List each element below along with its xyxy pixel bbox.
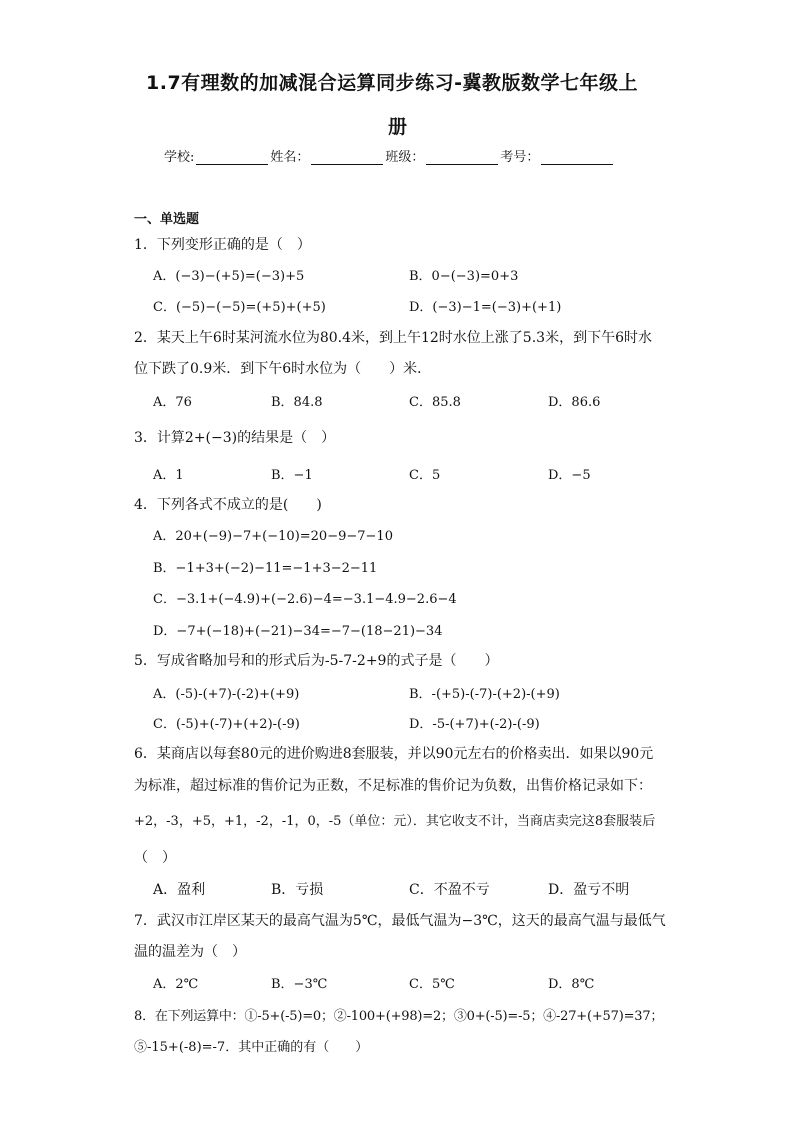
question-3-option-a: A．1 <box>153 468 184 483</box>
question-7-option-a: A．2℃ <box>153 977 199 992</box>
question-8-line1: 8．在下列运算中：①-5+(-5)=0；②-100+(+98)=2；③0+(-5)=-5；④-27+(+57)=37； <box>134 1009 664 1024</box>
question-1-stem: 1．下列变形正确的是（ ） <box>134 237 311 253</box>
question-3-option-b: B．−1 <box>271 468 313 483</box>
school-label: 学校: <box>164 150 195 165</box>
question-4-stem: 4．下列各式不成立的是( ) <box>134 497 322 513</box>
question-5-option-a: A．(-5)-(+7)-(-2)+(+9) <box>153 687 300 702</box>
exam-no-label: 考号： <box>500 150 540 165</box>
question-2-line2: 位下跌了0.9米．到下午6时水位为（ ）米． <box>134 361 432 377</box>
question-8-line2: ⑤-15+(-8)=-7．其中正确的有（ ） <box>134 1040 369 1055</box>
page-title-line2: 册 <box>388 116 408 138</box>
question-4-option-c: C．−3.1+(−4.9)+(−2.6)−4=−3.1−4.9−2.6−4 <box>153 592 457 607</box>
question-4-option-b: B．−1+3+(−2)−11=−1+3−2−11 <box>153 561 378 576</box>
exam-no-blank[interactable] <box>541 150 613 165</box>
question-1-option-c: C．(−5)−(−5)=(+5)+(+5) <box>153 300 326 315</box>
question-6-line2: 为标准，超过标准的售价记为正数，不足标准的售价记为负数，出售价格记录如下： <box>134 778 652 794</box>
question-7-option-d: D．8℃ <box>548 977 595 992</box>
page-title-line1: 1.7有理数的加减混合运算同步练习-冀教版数学七年级上 <box>146 72 639 94</box>
question-3-stem: 3．计算2+(−3)的结果是（ ） <box>134 430 336 446</box>
section-heading: 一、单选题 <box>134 212 200 227</box>
question-5-option-d: D．-5-(+7)+(-2)-(-9) <box>409 717 540 732</box>
question-3-option-c: C．5 <box>409 468 441 483</box>
question-7-option-c: C．5℃ <box>409 977 455 992</box>
question-1-option-d: D．(−3)−1=(−3)+(+1) <box>409 300 562 315</box>
question-1-option-a: A．(−3)−(+5)=(−3)+5 <box>153 269 305 284</box>
question-4-option-d: D．−7+(−18)+(−21)−34=−7−(18−21)−34 <box>153 624 443 639</box>
name-blank[interactable] <box>311 150 383 165</box>
question-6-line4: （ ） <box>134 850 176 866</box>
question-6-line1: 6．某商店以每套80元的进价购进8套服装，并以90元左右的价格卖出．如果以90元 <box>134 746 654 762</box>
question-5-option-c: C．(-5)+(-7)+(+2)-(-9) <box>153 717 300 732</box>
question-6-option-a: A．盈利 <box>153 882 206 898</box>
question-2-option-c: C．85.8 <box>409 395 461 410</box>
question-6-option-c: C．不盈不亏 <box>409 882 490 898</box>
question-5-stem: 5．写成省略加号和的形式后为-5-7-2+9的式子是（ ） <box>134 653 499 669</box>
name-label: 姓名： <box>270 150 310 165</box>
question-5-option-b: B．-(+5)-(-7)-(+2)-(+9) <box>409 687 560 702</box>
question-6-line3: +2，-3，+5，+1，-2，-1，0，-5（单位：元）．其它收支不计，当商店卖完这8套服装后 <box>134 814 656 829</box>
question-6-option-b: B．亏损 <box>271 882 324 898</box>
student-info <box>164 146 615 165</box>
question-7-line1: 7．武汉市江岸区某天的最高气温为5℃，最低气温为−3℃，这天的最高气温与最低气 <box>134 913 666 929</box>
question-6-option-d: D．盈亏不明 <box>548 882 630 898</box>
question-1-option-b: B．0−(−3)=0+3 <box>409 269 519 284</box>
question-2-option-a: A．76 <box>153 395 192 410</box>
question-2-option-d: D．86.6 <box>548 395 601 410</box>
question-4-option-a: A．20+(−9)−7+(−10)=20−9−7−10 <box>153 529 393 544</box>
question-2-option-b: B．84.8 <box>271 395 323 410</box>
class-blank[interactable] <box>426 150 498 165</box>
question-3-option-d: D．−5 <box>548 468 591 483</box>
question-7-option-b: B．−3℃ <box>271 977 328 992</box>
class-label: 班级： <box>385 150 425 165</box>
question-7-line2: 温的温差为（ ） <box>134 944 246 960</box>
school-blank[interactable] <box>196 150 268 165</box>
question-2-line1: 2．某天上午6时某河流水位为80.4米，到上午12时水位上涨了5.3米，到下午6时水 <box>134 330 652 346</box>
